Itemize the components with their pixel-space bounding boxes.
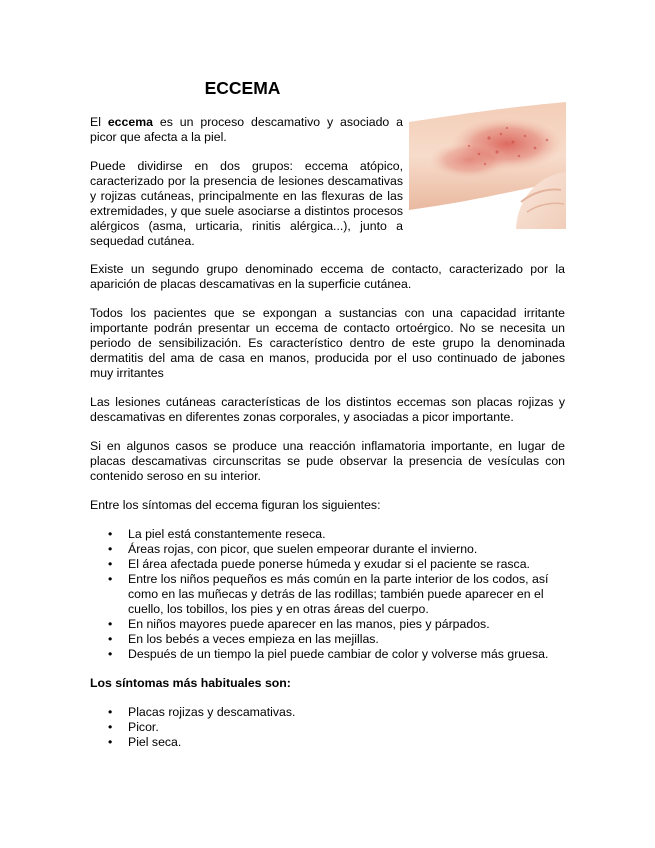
bullet-icon: •	[108, 647, 113, 661]
list-item: • Entre los niños pequeños es más común en la parte interior de los codos, así como en las muñecas y detrás de las rodillas; también puede aparecer en el cuello, los tobillos, los pies y en otras áreas del cuerpo.	[108, 572, 549, 616]
paragraph-contact-eczema: Existe un segundo grupo denominado eccema de contacto, caracterizado por la aparición de placas descamativas en la superficie cutánea.	[90, 262, 565, 291]
bullet-icon: •	[108, 632, 113, 646]
list-item: • El área afectada puede ponerse húmeda y exudar si el paciente se rasca.	[108, 557, 530, 571]
paragraph-lesions: Las lesiones cutáneas características de los distintos eccemas son placas rojizas y descamativas en diferentes zonas corporales, y asociadas a picor importante.	[90, 395, 565, 424]
list-item: • En niños mayores puede aparecer en las manos, pies y párpados.	[108, 617, 490, 631]
list-item: • La piel está constantemente reseca.	[108, 527, 326, 541]
bullet-icon: •	[108, 557, 113, 571]
list-item: • Piel seca.	[108, 735, 182, 749]
paragraph-irritant: Todos los pacientes que se expongan a sustancias con una capacidad irritante importante podrán presentar un eccema de contacto ortoérgico. No se necesita un periodo de sensibilización. Es característico dentro de este grupo la denominada dermatitis del ama de casa en manos, producida por el uso continuado de jabones muy irritantes	[90, 306, 565, 380]
bullet-icon: •	[108, 735, 113, 749]
list-item: • Áreas rojas, con picor, que suelen empeorar durante el invierno.	[108, 542, 478, 556]
common-symptoms-heading: Los síntomas más habituales son:	[90, 676, 291, 690]
list-item: • Después de un tiempo la piel puede cambiar de color y volverse más gruesa.	[108, 647, 549, 661]
bullet-icon: •	[108, 527, 113, 541]
intro-section	[90, 115, 403, 263]
bullet-icon: •	[108, 572, 113, 586]
page-title: ECCEMA	[204, 78, 281, 98]
arm-illustration	[409, 98, 566, 229]
main-content	[90, 262, 565, 764]
paragraph-inflammatory: Si en algunos casos se produce una reacción inflamatoria importante, en lugar de placas descamativas circunscritas se pude observar la presencia de vesículas con contenido seroso en su interior.	[90, 439, 565, 483]
intro-paragraph-2: Puede dividirse en dos grupos: eccema atópico, caracterizado por la presencia de lesiones descamativas y rojizas cutáneas, principalmente en las flexuras de las extremidades, y que suele asociarse a distintos procesos alérgicos (asma, urticaria, rinitis alérgica...), junto a sequedad cutánea.	[90, 159, 403, 248]
list-item: • Placas rojizas y descamativas.	[108, 705, 296, 719]
eczema-arm-photo	[409, 98, 566, 229]
bullet-icon: •	[108, 720, 113, 734]
eccema-term: eccema	[107, 115, 153, 129]
paragraph-symptoms-intro: Entre los síntomas del eccema figuran los siguientes:	[90, 498, 381, 512]
bullet-icon: •	[108, 705, 113, 719]
symptoms-list	[90, 527, 565, 662]
bullet-icon: •	[108, 542, 113, 556]
list-item: • En los bebés a veces empieza en las mejillas.	[108, 632, 379, 646]
list-item: • Picor.	[108, 720, 159, 734]
bullet-icon: •	[108, 617, 113, 631]
intro-paragraph-1: El eccema es un proceso descamativo y asociado a picor que afecta a la piel.	[90, 115, 403, 144]
common-symptoms-list	[90, 705, 565, 750]
